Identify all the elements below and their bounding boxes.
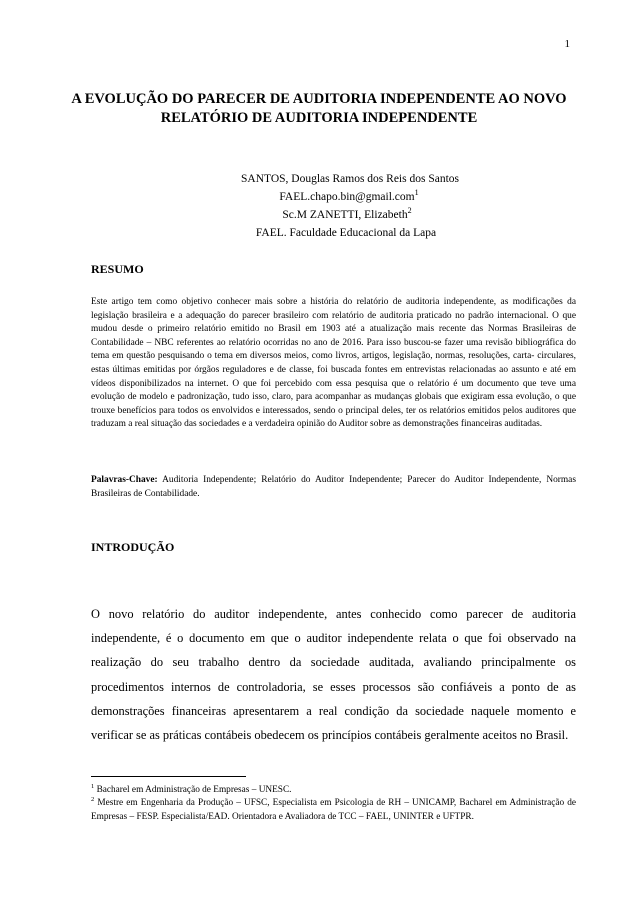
footnotes (91, 784, 576, 824)
introducao-text: O novo relatório do auditor independente, antes conhecido como parecer de auditoria independente, é o documento em que o auditor independente relata o que foi observado na realização do seu trabalho dentro da sociedade auditada, avaliando principalmente os procedimentos internos de controladoria, se esses processos são confiáveis a ponto de as demonstrações financeiras apresentarem a real condição da sociedade naquele momento e verificar se as práticas contábeis obedecem os princípios contábeis geralmente aceitos no Brasil. (91, 607, 576, 743)
resumo-heading: RESUMO (91, 262, 144, 276)
footnote-mark-2: 2 (91, 796, 95, 804)
footnote-mark-1: 1 (91, 782, 95, 790)
author-block (60, 170, 578, 242)
footnote-1-text: Bacharel em Administração de Empresas – UNESC. (96, 785, 292, 795)
coauthor-name: Sc.M ZANETTI, Elizabeth (282, 209, 408, 221)
footnote-1 (91, 784, 576, 797)
keywords-paragraph (91, 474, 576, 501)
author-email (60, 188, 578, 206)
footnote-divider (91, 776, 246, 777)
author-line-3 (60, 206, 578, 224)
footnote-2 (91, 797, 576, 824)
resumo-text: Este artigo tem como objetivo conhecer mais sobre a história do relatório de auditoria independente, as modificações da legislação brasileira e a adequação do parecer brasileiro com relatório de auditoria praticado no padrão internacional. O que mudou desde o primeiro relatório emitido no Brasil em 1903 até a atualização mais recente das Normas Brasileiras de Contabilidade – NBC referentes ao relatório ocorridas no ano de 2016. Para isso buscou-se fazer uma revisão bibliográfica do tema em questão pesquisando o tema em diversos meios, como livros, artigos, legislação, normas, resoluções, carta- circulares, estas últimas emitidas por órgãos reguladores e de classe, foi buscada fontes em entrevistas relacionadas ao assunto e até em vídeos disponibilizados na internet. O que foi percebido com essa pesquisa que o relatório é um documento que teve uma evolução de modelo e padronização, tudo isso, claro, para acompanhar as mudanças globais que exigiram essa evolução, o que trouxe benefícios para todos os envolvidos e interessados, sendo o principal deles, ter os relatórios emitidos pelos auditores que traduzam a real situação das sociedades e a verdadeira opinião do Auditor sobre as demonstrações financeiras auditadas. (91, 297, 576, 430)
footnote-ref-2: 2 (407, 206, 412, 216)
author-line-1: SANTOS, Douglas Ramos dos Reis dos Santos (241, 173, 459, 185)
author-institution: FAEL. Faculdade Educacional da Lapa (255, 227, 437, 239)
footnote-ref-1: 1 (414, 188, 419, 198)
footnote-2-text: Mestre em Engenharia da Produção – UFSC, Especialista em Psicologia de RH – UNICAMP, Bacharel em Administração de Empresas – FESP. Especialista/EAD. Orientadora e Avaliadora de TCC – FAEL, UNINTER e UFTPR. (91, 798, 576, 822)
keywords-label: Palavras-Chave: (91, 475, 158, 485)
keywords-text: Auditoria Independente; Relatório do Auditor Independente; Parecer do Auditor Independente, Normas Brasileiras de Contabilidade. (91, 475, 576, 499)
author-email-text: FAEL.chapo.bin@gmail.com (279, 191, 415, 203)
introducao-heading: INTRODUÇÃO (91, 540, 175, 554)
paper-title: A EVOLUÇÃO DO PARECER DE AUDITORIA INDEPENDENTE AO NOVO RELATÓRIO DE AUDITORIA INDEPENDENTE (71, 91, 567, 126)
page-number: 1 (564, 38, 570, 50)
